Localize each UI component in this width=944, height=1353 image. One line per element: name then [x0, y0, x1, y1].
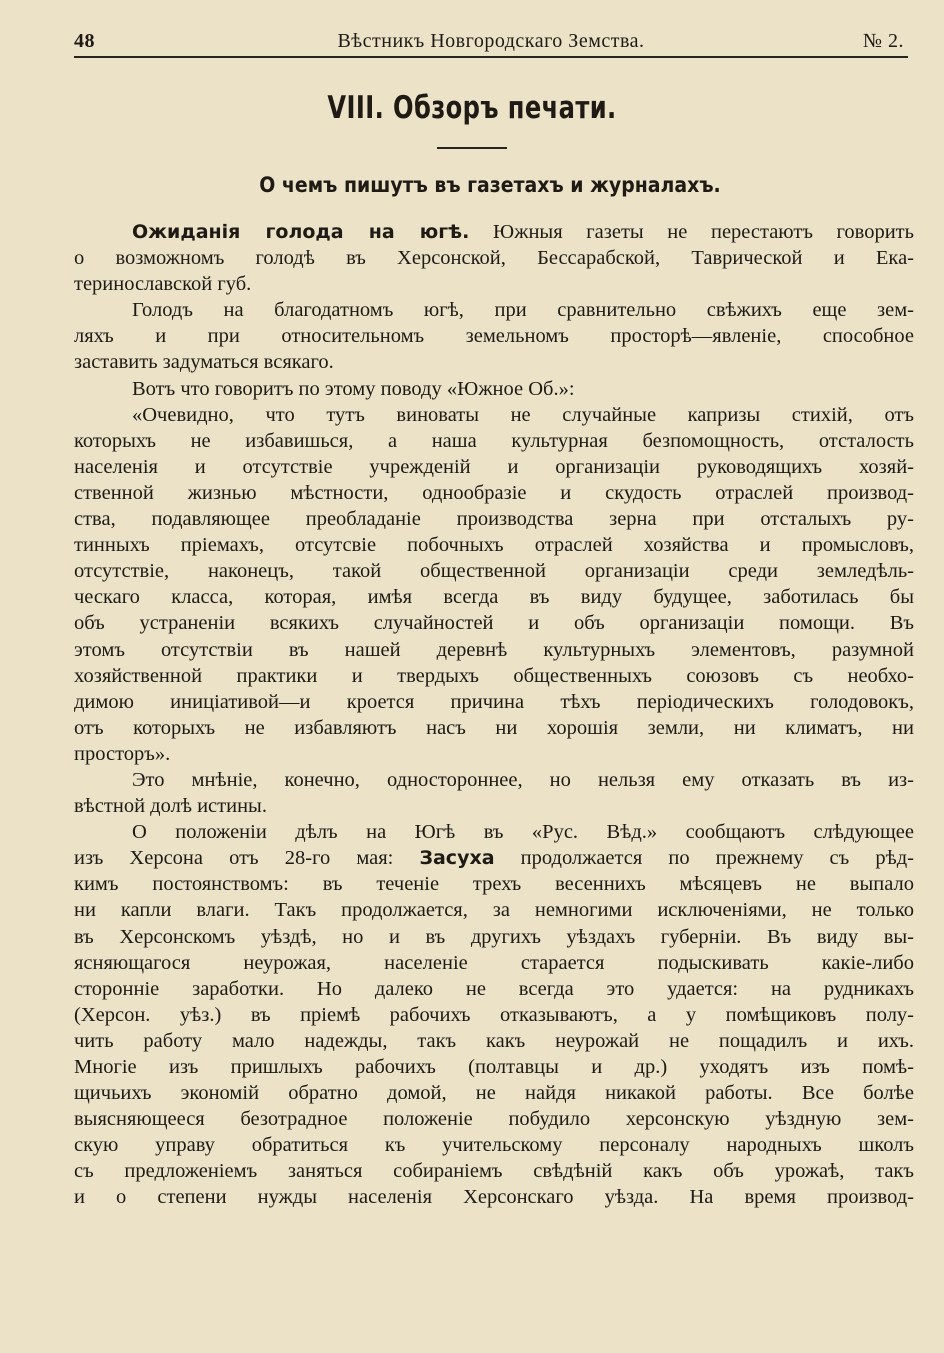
- line-text: ства, подавляющее преобладаніе производства зерна при отсталыхъ ру-: [74, 508, 914, 531]
- text-line: [74, 219, 914, 245]
- line-text: сторонніе заработки. Но далеко не всегда это удается: на рудникахъ: [74, 977, 914, 1000]
- article-body: [74, 219, 914, 1211]
- text-line: [74, 741, 914, 767]
- text-line: [74, 1028, 914, 1054]
- text-line: [74, 871, 914, 897]
- text-line: [74, 271, 914, 297]
- line-text: о возможномъ голодѣ въ Херсонской, Бессарабской, Таврической и Ека-: [74, 247, 914, 270]
- text-line: [74, 558, 914, 584]
- line-text: этомъ отсутствіи въ нашей деревнѣ культурныхъ элементовъ, разумной: [74, 638, 914, 661]
- text-line: [74, 1080, 914, 1106]
- line-text: Это мнѣніе, конечно, одностороннее, но нельзя ему отказать въ из-: [132, 768, 914, 791]
- text-line: [74, 245, 914, 271]
- line-text: объ устраненіи всякихъ случайностей и объ организаціи помощи. Въ: [74, 612, 914, 635]
- keyword-heading: Ожиданія голода на югѣ.: [132, 221, 470, 243]
- line-text: съ предложеніемъ заняться собираніемъ свѣдѣній какъ объ урожаѣ, такъ: [74, 1160, 914, 1183]
- text-line: [74, 715, 914, 741]
- line-text: выясняющееся безотрадное положеніе побудило херсонскую уѣздную зем-: [74, 1108, 914, 1131]
- text-line: [74, 950, 914, 976]
- line-text: щичьихъ экономій обратно домой, не найдя никакой работы. Все болѣе: [74, 1082, 914, 1105]
- text-line: [74, 610, 914, 636]
- line-text: димою иниціативой—и кроется причина тѣхъ періодическихъ голодовокъ,: [74, 690, 914, 713]
- keyword-heading: Засуха: [419, 847, 495, 870]
- line-text: отсутствіе, наконецъ, такой общественной организаціи среди земледѣль-: [74, 560, 914, 583]
- text-line: [74, 349, 914, 375]
- line-text: теринославской губ.: [74, 273, 252, 296]
- text-line: [74, 454, 914, 480]
- issue-number: № 2.: [862, 30, 904, 52]
- text-line: [74, 689, 914, 715]
- line-text: скую управу обратиться къ учительскому персоналу народныхъ школъ: [74, 1134, 914, 1157]
- line-text: Южныя газеты не перестаютъ говорить: [469, 221, 914, 243]
- text-line: [74, 767, 914, 793]
- line-text: ственной жизнью мѣстности, однообразіе и скудость отраслей производ-: [74, 481, 914, 504]
- line-text: ясняющагося неурожая, населеніе старается подыскивать какіе-либо: [74, 951, 914, 974]
- text-line: [74, 924, 914, 950]
- text-line: [74, 976, 914, 1002]
- text-line: [74, 793, 914, 819]
- line-text: ческаго класса, которая, имѣя всегда въ виду будущее, заботилась бы: [74, 586, 914, 609]
- line-text: и о степени нужды населенія Херсонскаго уѣзда. На время производ-: [74, 1186, 914, 1209]
- text-line: [74, 819, 914, 845]
- line-text: Вотъ что говоритъ по этому поводу «Южное Об.»:: [132, 377, 575, 400]
- text-line: [74, 323, 914, 349]
- line-text: (Херсон. уѣз.) въ пріемѣ рабочихъ отказываютъ, а у помѣщиковъ полу-: [74, 1003, 914, 1026]
- header-rule: [74, 56, 908, 58]
- text-line: [74, 402, 914, 428]
- line-text: просторъ».: [74, 742, 171, 765]
- text-line: [74, 428, 914, 454]
- line-text: тинныхъ пріемахъ, отсутсвіе побочныхъ отраслей хозяйства и промысловъ,: [74, 534, 914, 557]
- text-line: [74, 1106, 914, 1132]
- line-text: которыхъ не избавишься, а наша культурная безпомощность, отсталость: [74, 429, 914, 452]
- text-line: [74, 376, 914, 402]
- line-text: Голодъ на благодатномъ югѣ, при сравнительно свѣжихъ еще зем-: [132, 299, 914, 322]
- text-line: [74, 663, 914, 689]
- line-text: вѣстной долѣ истины.: [74, 795, 267, 818]
- page-number: 48: [74, 30, 95, 52]
- text-line: [74, 297, 914, 323]
- text-line: [74, 584, 914, 610]
- text-line: [74, 1184, 914, 1210]
- line-text: Многіе изъ пришлыхъ рабочихъ (полтавцы и др.) уходятъ изъ помѣ-: [74, 1056, 914, 1078]
- running-header: [74, 24, 908, 58]
- section-title: VIII. Обзоръ печати.: [327, 90, 617, 126]
- line-text: продолжается по прежнему съ рѣд-: [494, 847, 914, 870]
- journal-title: Вѣстникъ Новгородскаго Земства.: [337, 30, 645, 52]
- text-line: [74, 532, 914, 558]
- text-line: [74, 480, 914, 506]
- text-line: [74, 1132, 914, 1158]
- line-text: въ Херсонскомъ уѣздѣ, но и въ другихъ уѣздахъ губерніи. Въ виду вы-: [74, 925, 914, 948]
- line-text: ляхъ и при относительномъ земельномъ просторѣ—явленіе, способное: [74, 325, 914, 348]
- text-line: [74, 1054, 914, 1080]
- text-line: [74, 1158, 914, 1184]
- text-line: [74, 637, 914, 663]
- section-subtitle: О чемъ пишутъ въ газетахъ и журналахъ.: [259, 173, 721, 197]
- text-line: [74, 897, 914, 923]
- title-divider: [437, 147, 507, 149]
- line-text: чить работу мало надежды, такъ какъ неурожай не пощадилъ и ихъ.: [74, 1029, 914, 1052]
- text-line: [74, 845, 914, 871]
- line-text: изъ Херсона отъ 28-го мая:: [74, 847, 420, 870]
- line-text: заставить задуматься всякаго.: [74, 351, 334, 374]
- text-line: [74, 1002, 914, 1028]
- line-text: населенія и отсутствіе учрежденій и организаціи руководящихъ хозяй-: [74, 455, 914, 478]
- line-text: «Очевидно, что тутъ виноваты не случайные капризы стихій, отъ: [132, 403, 914, 426]
- line-text: кимъ постоянствомъ: въ теченіе трехъ весеннихъ мѣсяцевъ не выпало: [74, 873, 914, 896]
- line-text: хозяйственной практики и твердыхъ общественныхъ союзовъ съ необхо-: [74, 664, 914, 687]
- line-text: отъ которыхъ не избавляютъ насъ ни хорошія земли, ни климатъ, ни: [74, 716, 914, 739]
- line-text: О положеніи дѣлъ на Югѣ въ «Рус. Вѣд.» сообщаютъ слѣдующее: [132, 821, 914, 844]
- line-text: ни капли влаги. Такъ продолжается, за немногими исключеніями, не только: [74, 899, 914, 922]
- text-line: [74, 506, 914, 532]
